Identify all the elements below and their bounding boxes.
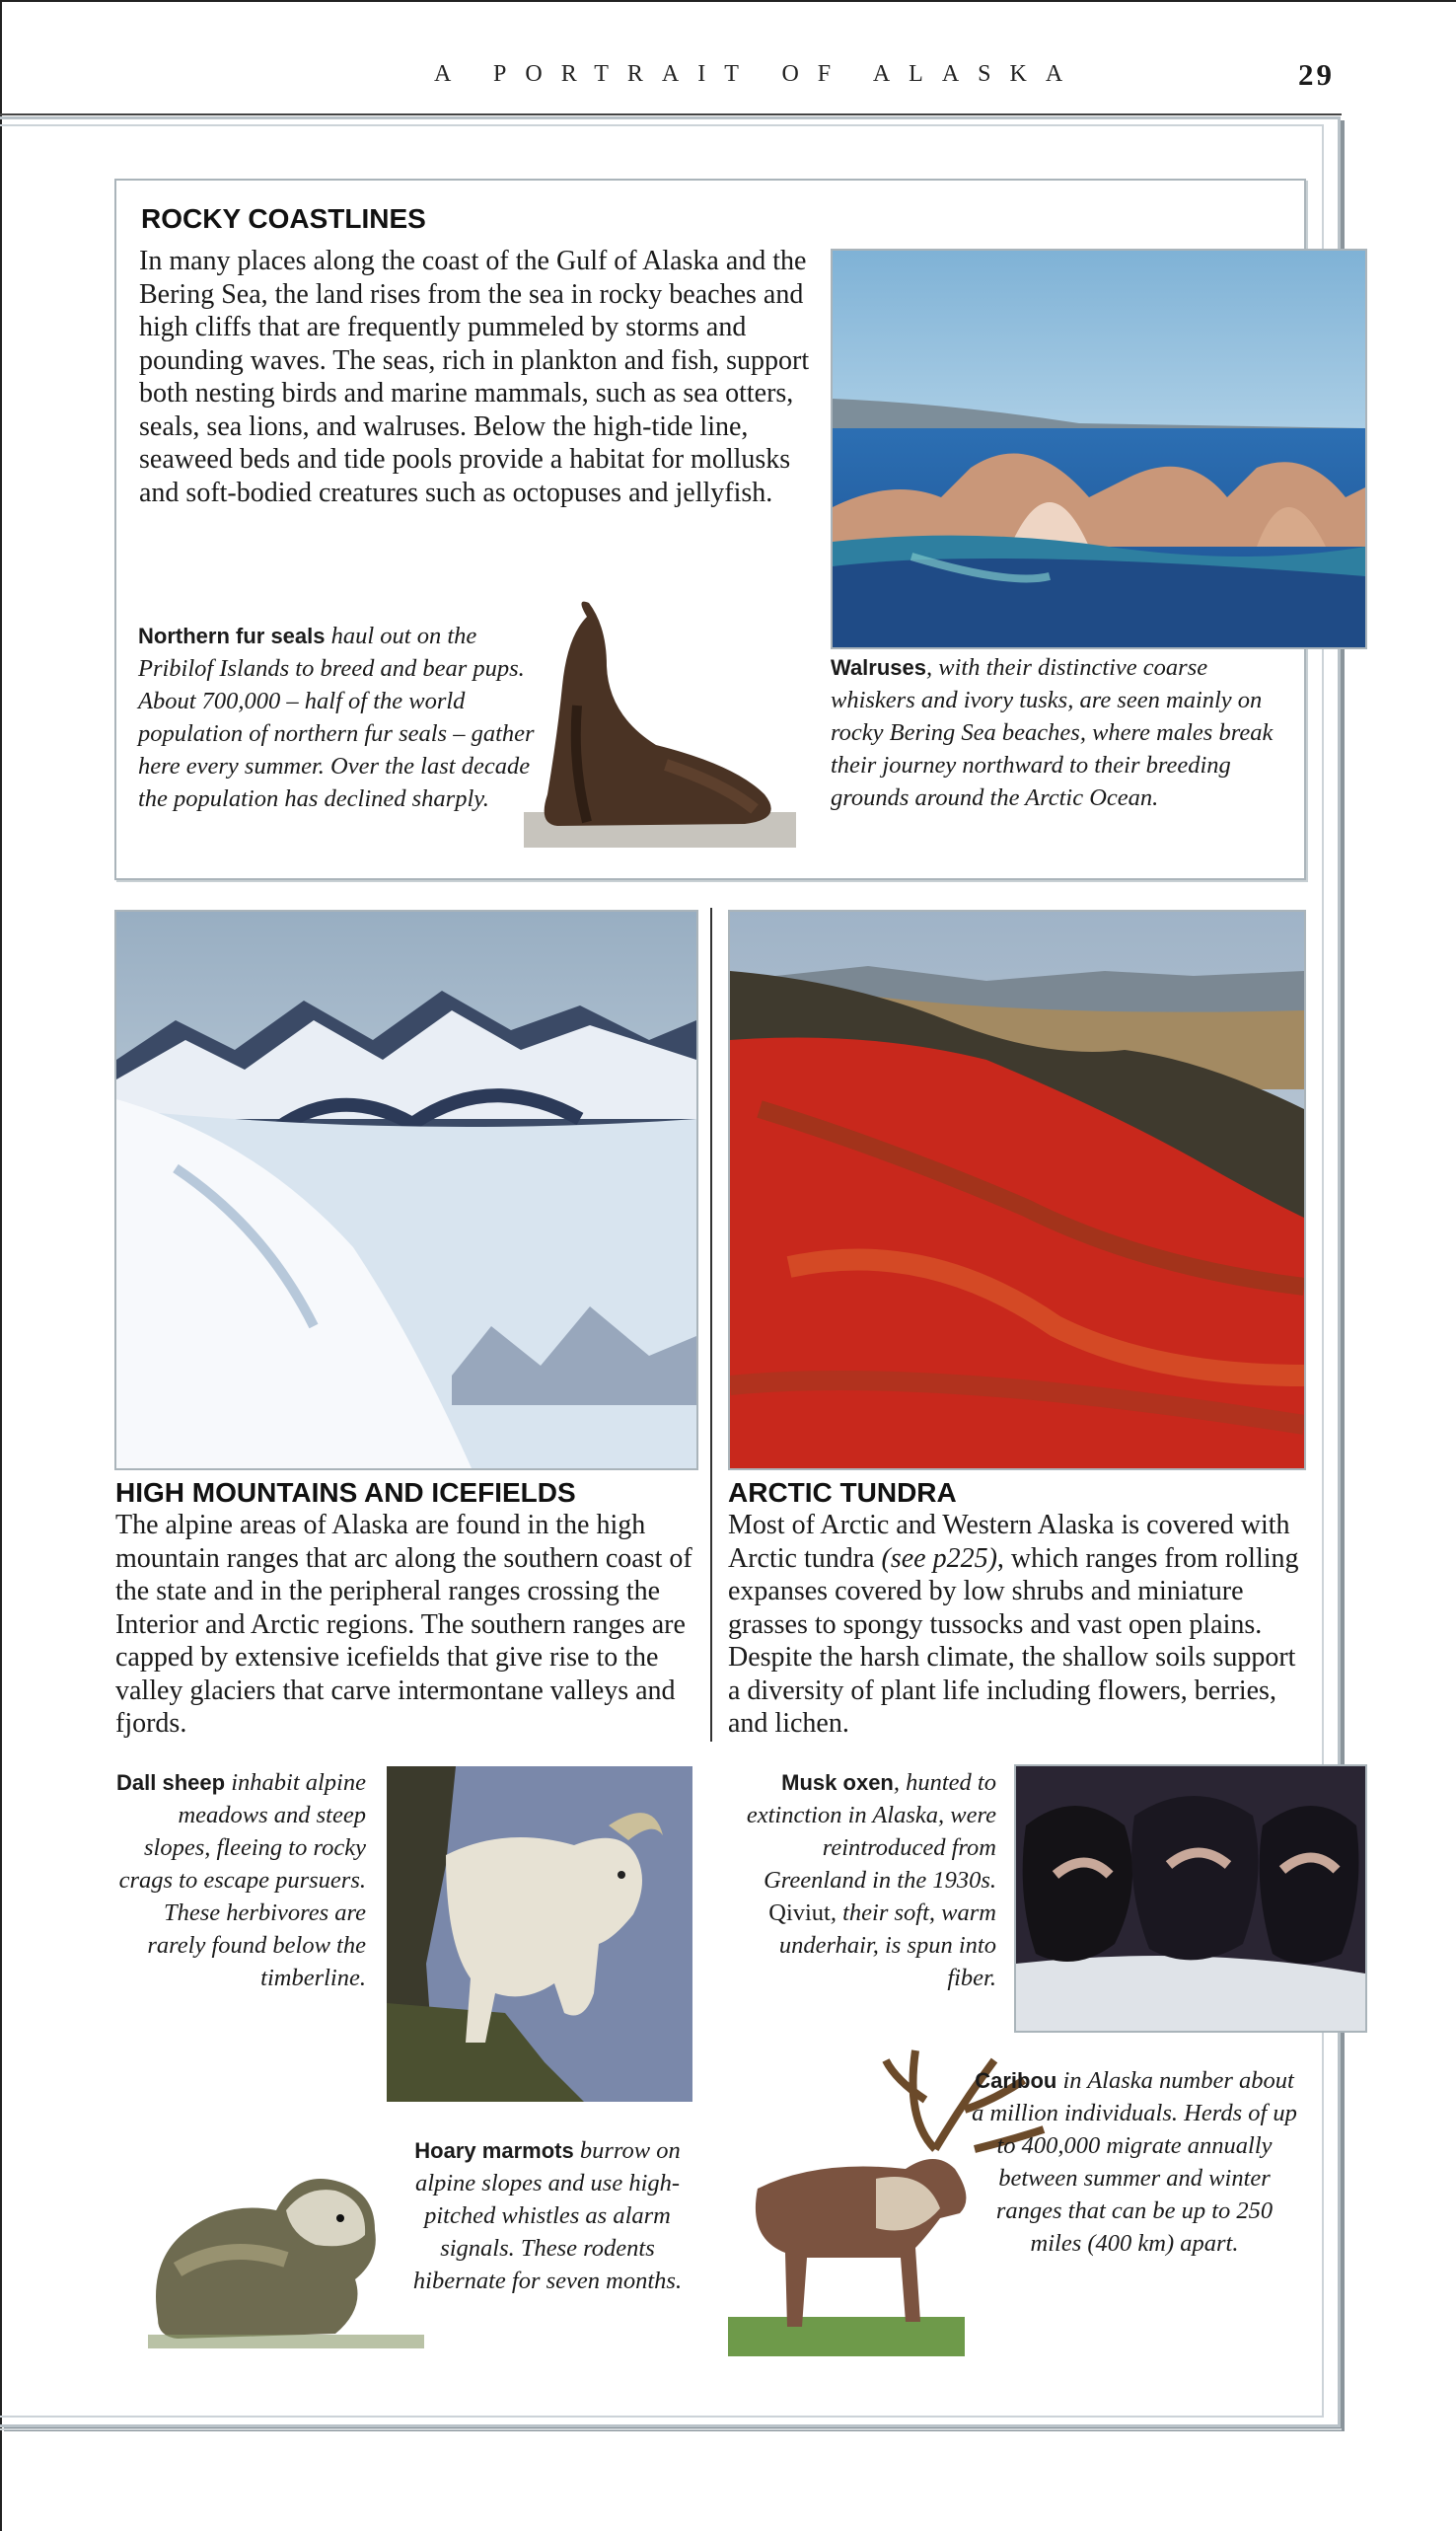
fur-seal-text: haul out on the Pribilof Islands to breed and bear pups. About 700,000 – half of the world population of northern fur seals – gather here every summer. Over the last decade the population has declined sharply. xyxy=(138,623,535,812)
caribou-caption xyxy=(972,2064,1297,2260)
tundra-body xyxy=(728,1509,1310,1741)
caribou-text: in Alaska number about a million individuals. Herds of up to 400,000 migrate annually between summer and winter ranges that can be up to 250 miles (400 km) apart. xyxy=(972,2067,1297,2257)
musk-oxen-text-1: , hunted to extinction in Alaska, were reintroduced from Greenland in the 1930s. xyxy=(746,1769,996,1894)
running-head: A PORTRAIT OF ALASKA xyxy=(434,61,1082,87)
column-divider xyxy=(710,908,712,1742)
mountains-body: The alpine areas of Alaska are found in the high mountain ranges that arc along the southern coast of the state and in the peripheral ranges crossing the Interior and Arctic regions. The southern ranges are capped by extensive icefields that give rise to the valley glaciers that carve intermontane valleys and fjords. xyxy=(115,1510,692,1739)
rocky-coastlines-body: In many places along the coast of the Gulf of Alaska and the Bering Sea, the land rises from the sea in rocky beaches and high cliffs that are frequently pummeled by storms and pounding waves. The seas, rich in plankton and fish, support both nesting birds and marine mammals, such as sea otters, seals, sea lions, and walruses. Below the high-tide line, seaweed beds and tide pools provide a habitat for mollusks and soft-bodied creatures such as octopuses and jellyfish. xyxy=(139,246,810,508)
fur-seal-caption xyxy=(138,620,552,815)
hoary-marmot-photo xyxy=(138,2141,434,2353)
walrus-lead: Walruses xyxy=(831,655,927,680)
tundra-body-part-2: , which ranges from rolling expanses covered by low shrubs and miniature grasses to spongy tussocks and vast open plains. Despite the harsh climate, the shallow soils support a diversity of plant life including flowers, berries, and lichen. xyxy=(728,1542,1299,1739)
bottom-rule xyxy=(0,2428,1342,2430)
qiviut-term: Qiviut xyxy=(768,1899,831,1926)
walrus-text: , with their distinctive coarse whiskers and ivory tusks, are seen mainly on rocky Bering Sea beaches, where males break their journey northward to their breeding grounds around the Arctic Ocean. xyxy=(831,654,1274,811)
dall-sheep-text: inhabit alpine meadows and steep slopes, fleeing to rocky crags to escape pursuers. These herbivores are rarely found below the timberline. xyxy=(118,1769,366,1991)
musk-oxen-text-2: , their soft, warm underhair, is spun into fiber. xyxy=(778,1899,996,1991)
musk-oxen-lead: Musk oxen xyxy=(781,1770,894,1795)
dall-sheep-photo xyxy=(387,1766,692,2102)
hoary-marmot-lead: Hoary marmots xyxy=(414,2138,574,2163)
hoary-marmot-text: burrow on alpine slopes and use high-pitched whistles as alarm signals. These rodents hibernate for seven months. xyxy=(412,2137,683,2294)
musk-oxen-photo xyxy=(1014,1764,1367,2033)
tundra-photo xyxy=(728,910,1306,1470)
mountains-title: HIGH MOUNTAINS AND ICEFIELDS xyxy=(115,1477,576,1508)
tundra-page-ref: (see p225) xyxy=(881,1542,997,1574)
caribou-lead: Caribou xyxy=(975,2068,1057,2093)
rocky-coastlines-title: ROCKY COASTLINES xyxy=(141,203,426,234)
fur-seal-photo xyxy=(518,597,802,849)
tundra-title: ARCTIC TUNDRA xyxy=(728,1477,957,1508)
top-rule xyxy=(0,113,1342,115)
walrus-photo xyxy=(831,249,1367,649)
musk-oxen-caption xyxy=(725,1766,996,1994)
dall-sheep-caption xyxy=(113,1766,366,1994)
hoary-marmot-caption xyxy=(404,2134,691,2297)
icefield-photo xyxy=(114,910,698,1470)
walrus-caption xyxy=(831,651,1284,814)
fur-seal-lead: Northern fur seals xyxy=(138,624,326,648)
tundra-body-part-1: Most of Arctic and Western Alaska is covered with Arctic tundra xyxy=(728,1510,1290,1574)
page-number: 29 xyxy=(1298,57,1335,92)
dall-sheep-lead: Dall sheep xyxy=(116,1770,226,1795)
